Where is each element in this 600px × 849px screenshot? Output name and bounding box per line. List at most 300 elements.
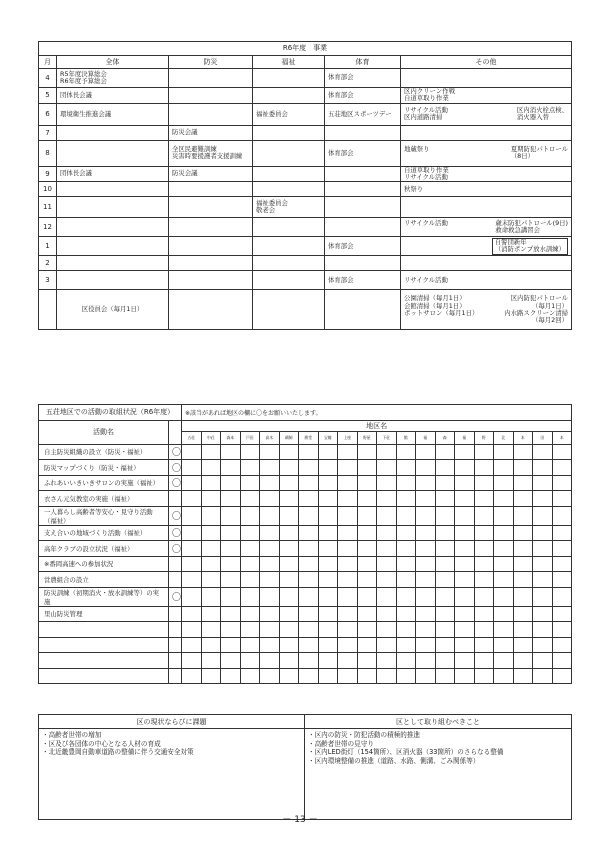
district-check-cell[interactable] [240,653,260,669]
district-check-cell[interactable] [201,587,221,606]
district-check-cell[interactable] [299,491,319,507]
district-check-cell[interactable] [552,622,572,638]
district-check-cell[interactable] [221,475,241,491]
district-check-cell[interactable] [552,653,572,669]
district-check-cell[interactable] [552,637,572,653]
district-check-cell[interactable] [279,668,299,684]
district-check-cell[interactable] [377,556,397,572]
district-check-cell[interactable] [182,668,202,684]
district-check-cell[interactable] [279,541,299,557]
district-check-cell[interactable] [416,668,436,684]
district-check-cell[interactable] [513,622,533,638]
district-check-cell[interactable] [240,668,260,684]
district-check-cell[interactable] [299,606,319,622]
district-check-cell[interactable] [455,460,475,476]
district-check-cell[interactable] [474,460,494,476]
district-check-cell[interactable] [260,491,280,507]
district-check-cell[interactable] [416,460,436,476]
district-check-cell[interactable] [455,525,475,541]
district-check-cell[interactable] [552,491,572,507]
district-check-cell[interactable] [474,556,494,572]
district-check-cell[interactable] [240,460,260,476]
district-check-cell[interactable] [357,572,377,588]
district-check-cell[interactable] [221,668,241,684]
district-check-cell[interactable] [260,525,280,541]
district-check-cell[interactable] [299,444,319,460]
district-check-cell[interactable] [494,556,514,572]
district-check-cell[interactable] [377,637,397,653]
district-check-cell[interactable] [435,491,455,507]
district-check-cell[interactable] [201,506,221,525]
district-check-cell[interactable] [201,572,221,588]
district-check-cell[interactable] [182,444,202,460]
district-check-cell[interactable] [494,444,514,460]
district-check-cell[interactable] [474,653,494,669]
district-check-cell[interactable] [221,622,241,638]
district-check-cell[interactable] [201,637,221,653]
district-check-cell[interactable] [435,556,455,572]
district-check-cell[interactable] [221,572,241,588]
district-check-cell[interactable] [474,525,494,541]
district-check-cell[interactable] [416,572,436,588]
district-check-cell[interactable] [260,444,280,460]
district-check-cell[interactable] [357,491,377,507]
district-check-cell[interactable] [474,572,494,588]
district-check-cell[interactable] [279,525,299,541]
district-check-cell[interactable] [201,606,221,622]
district-check-cell[interactable] [494,637,514,653]
district-check-cell[interactable] [240,572,260,588]
district-check-cell[interactable] [435,668,455,684]
district-check-cell[interactable] [318,525,338,541]
district-check-cell[interactable] [455,506,475,525]
district-check-cell[interactable] [318,460,338,476]
district-check-cell[interactable] [318,491,338,507]
district-check-cell[interactable] [221,444,241,460]
district-check-cell[interactable] [338,668,358,684]
district-check-cell[interactable] [357,525,377,541]
district-check-cell[interactable] [552,506,572,525]
district-check-cell[interactable] [318,556,338,572]
district-check-cell[interactable] [396,475,416,491]
district-check-cell[interactable] [552,556,572,572]
district-check-cell[interactable] [377,444,397,460]
district-check-cell[interactable] [240,475,260,491]
district-check-cell[interactable] [435,572,455,588]
district-check-cell[interactable] [416,475,436,491]
district-check-cell[interactable] [513,653,533,669]
district-check-cell[interactable] [377,506,397,525]
district-check-cell[interactable] [455,668,475,684]
district-check-cell[interactable] [279,653,299,669]
district-check-cell[interactable] [533,622,553,638]
district-check-cell[interactable] [260,460,280,476]
district-check-cell[interactable] [396,637,416,653]
district-check-cell[interactable] [474,444,494,460]
district-check-cell[interactable] [338,460,358,476]
district-check-cell[interactable] [240,556,260,572]
district-check-cell[interactable] [474,541,494,557]
district-check-cell[interactable] [416,491,436,507]
district-check-cell[interactable] [182,475,202,491]
district-check-cell[interactable] [533,587,553,606]
district-check-cell[interactable] [299,653,319,669]
district-check-cell[interactable] [299,622,319,638]
district-check-cell[interactable] [299,637,319,653]
district-check-cell[interactable] [416,653,436,669]
district-check-cell[interactable] [279,637,299,653]
district-check-cell[interactable] [299,541,319,557]
district-check-cell[interactable] [494,606,514,622]
district-check-cell[interactable] [513,460,533,476]
district-check-cell[interactable] [377,653,397,669]
district-check-cell[interactable] [474,587,494,606]
district-check-cell[interactable] [260,541,280,557]
district-check-cell[interactable] [396,506,416,525]
district-check-cell[interactable] [435,587,455,606]
district-check-cell[interactable] [494,572,514,588]
district-check-cell[interactable] [513,606,533,622]
district-check-cell[interactable] [357,637,377,653]
district-check-cell[interactable] [396,525,416,541]
district-check-cell[interactable] [279,556,299,572]
district-check-cell[interactable] [279,460,299,476]
district-check-cell[interactable] [396,587,416,606]
district-check-cell[interactable] [221,653,241,669]
district-check-cell[interactable] [357,606,377,622]
district-check-cell[interactable] [221,491,241,507]
district-check-cell[interactable] [182,525,202,541]
district-check-cell[interactable] [533,653,553,669]
district-check-cell[interactable] [182,556,202,572]
district-check-cell[interactable] [416,444,436,460]
district-check-cell[interactable] [416,556,436,572]
district-check-cell[interactable] [279,587,299,606]
district-check-cell[interactable] [396,668,416,684]
district-check-cell[interactable] [455,622,475,638]
district-check-cell[interactable] [474,491,494,507]
district-check-cell[interactable] [396,541,416,557]
district-check-cell[interactable] [260,572,280,588]
district-check-cell[interactable] [416,506,436,525]
district-check-cell[interactable] [455,491,475,507]
district-check-cell[interactable] [396,572,416,588]
district-check-cell[interactable] [533,572,553,588]
district-check-cell[interactable] [533,606,553,622]
district-check-cell[interactable] [513,525,533,541]
district-check-cell[interactable] [240,506,260,525]
district-check-cell[interactable] [318,587,338,606]
district-check-cell[interactable] [377,541,397,557]
district-check-cell[interactable] [474,475,494,491]
district-check-cell[interactable] [221,541,241,557]
district-check-cell[interactable] [533,556,553,572]
district-check-cell[interactable] [435,525,455,541]
district-check-cell[interactable] [416,622,436,638]
district-check-cell[interactable] [396,622,416,638]
district-check-cell[interactable] [299,668,319,684]
district-check-cell[interactable] [435,637,455,653]
district-check-cell[interactable] [357,475,377,491]
district-check-cell[interactable] [494,668,514,684]
district-check-cell[interactable] [396,606,416,622]
district-check-cell[interactable] [318,637,338,653]
district-check-cell[interactable] [377,606,397,622]
district-check-cell[interactable] [377,525,397,541]
district-check-cell[interactable] [318,606,338,622]
district-check-cell[interactable] [201,668,221,684]
district-check-cell[interactable] [455,587,475,606]
district-check-cell[interactable] [182,606,202,622]
district-check-cell[interactable] [377,572,397,588]
district-check-cell[interactable] [221,587,241,606]
district-check-cell[interactable] [318,572,338,588]
district-check-cell[interactable] [338,556,358,572]
district-check-cell[interactable] [533,541,553,557]
district-check-cell[interactable] [221,637,241,653]
district-check-cell[interactable] [318,622,338,638]
district-check-cell[interactable] [377,475,397,491]
district-check-cell[interactable] [533,475,553,491]
district-check-cell[interactable] [513,444,533,460]
district-check-cell[interactable] [455,653,475,669]
district-check-cell[interactable] [494,475,514,491]
district-check-cell[interactable] [299,587,319,606]
district-check-cell[interactable] [182,587,202,606]
district-check-cell[interactable] [455,572,475,588]
district-check-cell[interactable] [201,491,221,507]
district-check-cell[interactable] [357,556,377,572]
district-check-cell[interactable] [260,587,280,606]
district-check-cell[interactable] [513,572,533,588]
district-check-cell[interactable] [299,556,319,572]
district-check-cell[interactable] [455,541,475,557]
district-check-cell[interactable] [416,606,436,622]
district-check-cell[interactable] [260,622,280,638]
district-check-cell[interactable] [182,572,202,588]
district-check-cell[interactable] [533,491,553,507]
district-check-cell[interactable] [513,506,533,525]
district-check-cell[interactable] [455,444,475,460]
district-check-cell[interactable] [357,653,377,669]
district-check-cell[interactable] [182,506,202,525]
district-check-cell[interactable] [435,475,455,491]
district-check-cell[interactable] [299,475,319,491]
district-check-cell[interactable] [260,606,280,622]
district-check-cell[interactable] [182,541,202,557]
district-check-cell[interactable] [494,525,514,541]
district-check-cell[interactable] [221,506,241,525]
district-check-cell[interactable] [435,606,455,622]
district-check-cell[interactable] [299,506,319,525]
district-check-cell[interactable] [377,460,397,476]
district-check-cell[interactable] [182,622,202,638]
district-check-cell[interactable] [416,637,436,653]
district-check-cell[interactable] [201,525,221,541]
district-check-cell[interactable] [513,668,533,684]
district-check-cell[interactable] [299,460,319,476]
district-check-cell[interactable] [435,460,455,476]
district-check-cell[interactable] [182,653,202,669]
district-check-cell[interactable] [474,637,494,653]
district-check-cell[interactable] [494,622,514,638]
district-check-cell[interactable] [318,541,338,557]
district-check-cell[interactable] [338,637,358,653]
district-check-cell[interactable] [318,506,338,525]
district-check-cell[interactable] [396,491,416,507]
district-check-cell[interactable] [435,541,455,557]
district-check-cell[interactable] [357,622,377,638]
district-check-cell[interactable] [318,653,338,669]
district-check-cell[interactable] [338,444,358,460]
district-check-cell[interactable] [533,525,553,541]
district-check-cell[interactable] [338,525,358,541]
district-check-cell[interactable] [416,541,436,557]
district-check-cell[interactable] [338,606,358,622]
district-check-cell[interactable] [201,541,221,557]
district-check-cell[interactable] [260,637,280,653]
district-check-cell[interactable] [552,668,572,684]
district-check-cell[interactable] [552,606,572,622]
district-check-cell[interactable] [182,637,202,653]
district-check-cell[interactable] [474,622,494,638]
district-check-cell[interactable] [533,637,553,653]
district-check-cell[interactable] [377,587,397,606]
district-check-cell[interactable] [552,541,572,557]
district-check-cell[interactable] [357,506,377,525]
district-check-cell[interactable] [435,506,455,525]
district-check-cell[interactable] [494,541,514,557]
district-check-cell[interactable] [338,506,358,525]
district-check-cell[interactable] [338,622,358,638]
district-check-cell[interactable] [552,572,572,588]
district-check-cell[interactable] [513,475,533,491]
district-check-cell[interactable] [494,653,514,669]
district-check-cell[interactable] [396,460,416,476]
district-check-cell[interactable] [494,587,514,606]
district-check-cell[interactable] [494,506,514,525]
district-check-cell[interactable] [221,525,241,541]
district-check-cell[interactable] [513,556,533,572]
district-check-cell[interactable] [182,460,202,476]
district-check-cell[interactable] [240,525,260,541]
district-check-cell[interactable] [533,506,553,525]
district-check-cell[interactable] [533,444,553,460]
district-check-cell[interactable] [533,668,553,684]
district-check-cell[interactable] [513,491,533,507]
district-check-cell[interactable] [357,668,377,684]
district-check-cell[interactable] [201,444,221,460]
district-check-cell[interactable] [279,606,299,622]
district-check-cell[interactable] [396,556,416,572]
district-check-cell[interactable] [201,475,221,491]
district-check-cell[interactable] [201,653,221,669]
district-check-cell[interactable] [357,587,377,606]
district-check-cell[interactable] [357,541,377,557]
district-check-cell[interactable] [552,525,572,541]
district-check-cell[interactable] [552,475,572,491]
district-check-cell[interactable] [416,587,436,606]
district-check-cell[interactable] [201,460,221,476]
district-check-cell[interactable] [455,475,475,491]
district-check-cell[interactable] [474,606,494,622]
district-check-cell[interactable] [338,653,358,669]
district-check-cell[interactable] [240,587,260,606]
district-check-cell[interactable] [396,653,416,669]
district-check-cell[interactable] [240,444,260,460]
district-check-cell[interactable] [221,606,241,622]
district-check-cell[interactable] [299,525,319,541]
district-check-cell[interactable] [318,444,338,460]
district-check-cell[interactable] [260,556,280,572]
district-check-cell[interactable] [494,491,514,507]
district-check-cell[interactable] [201,622,221,638]
district-check-cell[interactable] [552,460,572,476]
district-check-cell[interactable] [240,637,260,653]
district-check-cell[interactable] [260,506,280,525]
district-check-cell[interactable] [279,506,299,525]
district-check-cell[interactable] [552,587,572,606]
district-check-cell[interactable] [435,653,455,669]
district-check-cell[interactable] [279,491,299,507]
district-check-cell[interactable] [513,637,533,653]
district-check-cell[interactable] [474,506,494,525]
district-check-cell[interactable] [338,572,358,588]
district-check-cell[interactable] [338,541,358,557]
district-check-cell[interactable] [396,444,416,460]
district-check-cell[interactable] [299,572,319,588]
district-check-cell[interactable] [182,491,202,507]
district-check-cell[interactable] [338,491,358,507]
district-check-cell[interactable] [513,587,533,606]
district-check-cell[interactable] [455,556,475,572]
district-check-cell[interactable] [416,525,436,541]
district-check-cell[interactable] [552,444,572,460]
district-check-cell[interactable] [494,460,514,476]
district-check-cell[interactable] [357,444,377,460]
district-check-cell[interactable] [279,572,299,588]
district-check-cell[interactable] [240,491,260,507]
district-check-cell[interactable] [338,587,358,606]
district-check-cell[interactable] [318,475,338,491]
district-check-cell[interactable] [260,475,280,491]
district-check-cell[interactable] [318,668,338,684]
district-check-cell[interactable] [377,491,397,507]
district-check-cell[interactable] [377,622,397,638]
district-check-cell[interactable] [474,668,494,684]
district-check-cell[interactable] [260,653,280,669]
district-check-cell[interactable] [221,460,241,476]
district-check-cell[interactable] [221,556,241,572]
district-check-cell[interactable] [533,460,553,476]
district-check-cell[interactable] [260,668,280,684]
district-check-cell[interactable] [279,622,299,638]
district-check-cell[interactable] [279,475,299,491]
district-check-cell[interactable] [455,606,475,622]
district-check-cell[interactable] [338,475,358,491]
district-check-cell[interactable] [201,556,221,572]
district-check-cell[interactable] [435,444,455,460]
district-check-cell[interactable] [240,541,260,557]
district-check-cell[interactable] [240,606,260,622]
district-check-cell[interactable] [513,541,533,557]
district-check-cell[interactable] [377,668,397,684]
district-check-cell[interactable] [455,637,475,653]
district-check-cell[interactable] [435,622,455,638]
district-check-cell[interactable] [357,460,377,476]
district-check-cell[interactable] [240,622,260,638]
district-check-cell[interactable] [279,444,299,460]
